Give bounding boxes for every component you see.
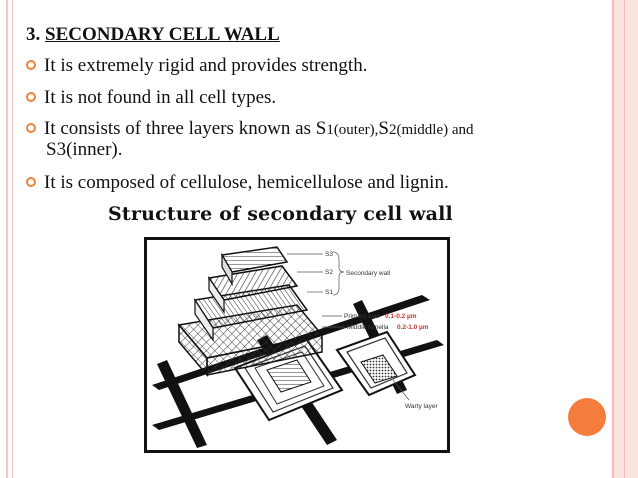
left-border-line [6, 0, 8, 478]
label-primary-wall: Primary wall [344, 313, 380, 320]
label-s2: S2 [325, 269, 333, 276]
bullet-continuation: S3(inner). [46, 139, 123, 160]
bullet-item [26, 86, 276, 109]
layer-stack [179, 247, 322, 375]
label-middle-lamella-size: 0.2-1.0 µm [397, 324, 429, 331]
label-secondary-wall: Secondary wall [346, 270, 391, 277]
right-border-line [612, 0, 614, 478]
bullet-text-small: 1(outer), [326, 122, 379, 138]
bullet-text: S [378, 118, 389, 139]
figure-title: Structure of secondary cell wall [108, 203, 453, 225]
bullet-text-small: 2(middle) and [388, 122, 474, 138]
right-border-band [612, 0, 638, 478]
bullet-item [26, 171, 449, 194]
secondary-cell-wall-figure [144, 237, 450, 453]
cell-wall-diagram [147, 240, 447, 450]
left-border-line-inner [12, 0, 13, 478]
bullet-item [26, 54, 367, 77]
slide-heading [26, 24, 280, 46]
label-s3: S3 [325, 251, 333, 258]
bullet-text: It is composed of cellulose, hemicellulose and lignin. [44, 172, 449, 193]
orange-circle-decoration [568, 398, 606, 436]
label-middle-lamella: Middle lamella [347, 324, 389, 331]
label-primary-wall-size: 0.1-0.2 µm [385, 313, 417, 320]
right-border-line-inner [624, 0, 625, 478]
bullet-circle-icon [26, 92, 36, 102]
bullet-text: It is extremely rigid and provides strength. [44, 55, 368, 76]
bullet-circle-icon [26, 177, 36, 187]
heading-title: SECONDARY CELL WALL [45, 24, 280, 45]
label-s1: S1 [325, 289, 333, 296]
label-warty-layer: Warty layer [405, 403, 438, 410]
bullet-circle-icon [26, 123, 36, 133]
bullet-circle-icon [26, 60, 36, 70]
heading-number: 3. [26, 24, 45, 45]
bullet-text: It consists of three layers known as S [44, 118, 327, 139]
bullet-text: It is not found in all cell types. [44, 87, 277, 108]
